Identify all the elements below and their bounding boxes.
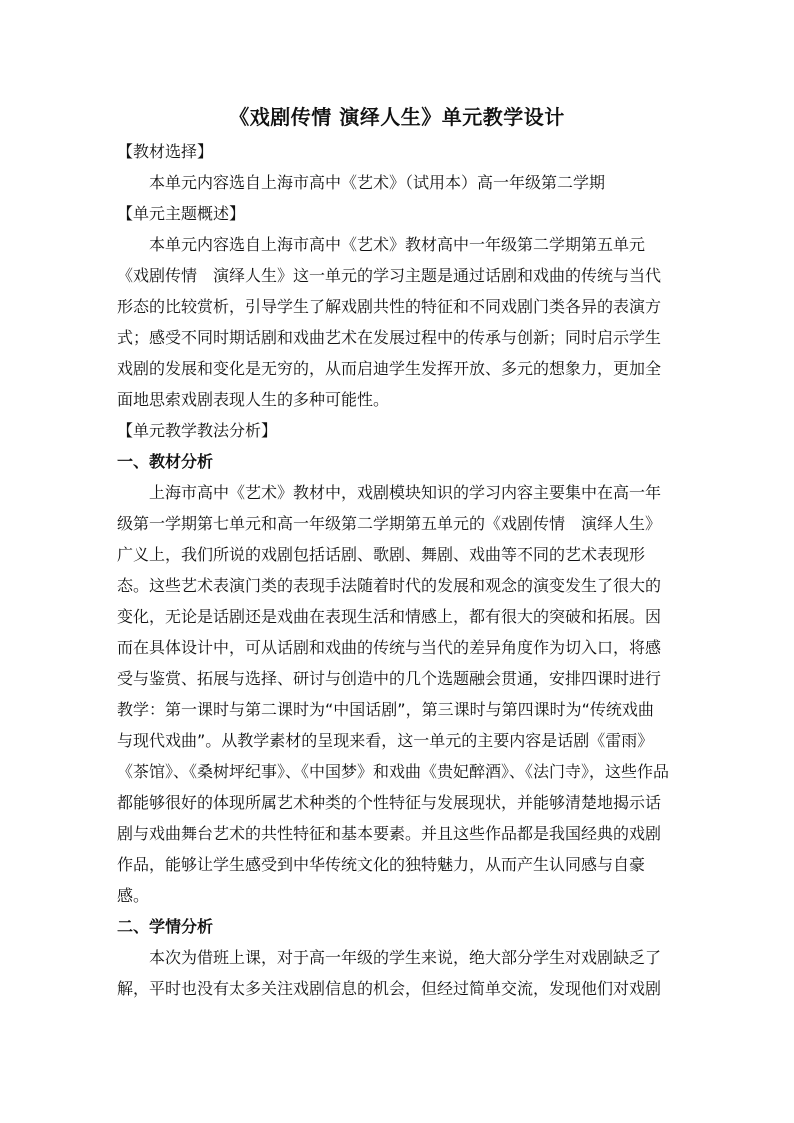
paragraph-line: 都能够很好的体现所属艺术种类的个性特征与发展现状，并能够清楚地揭示话 [117,793,662,812]
paragraph-line: 上海市高中《艺术》教材中，戏剧模块知识的学习内容主要集中在高一年 [149,483,662,502]
subsection-heading-material-analysis: 一、教材分析 [117,452,214,471]
paragraph-line: 式；感受不同时期话剧和戏曲艺术在发展过程中的传承与创新；同时启示学生 [117,328,662,347]
paragraph-line: 而在具体设计中，可从话剧和戏曲的传统与当代的差异角度作为切入口，将感 [117,638,662,657]
paragraph-line: 作品，能够让学生感受到中华传统文化的独特魅力，从而产生认同感与自豪 [117,855,646,874]
paragraph-line: 受与鉴赏、拓展与选择、研讨与创造中的几个选题融会贯通，安排四课时进行 [117,669,662,688]
paragraph-line: 本单元内容选自上海市高中《艺术》教材高中一年级第二学期第五单元 [149,235,646,254]
section-heading-material-selection: 【教材选择】 [117,142,214,161]
document-title: 《戏剧传情 演绎人生》单元教学设计 [229,105,565,129]
section-heading-theme-overview: 【单元主题概述】 [117,204,246,223]
paragraph-line: 级第一学期第七单元和高一年级第二学期第五单元的《戏剧传情 演绎人生》 [117,514,662,533]
paragraph-line: 广义上，我们所说的戏剧包括话剧、歌剧、舞剧、戏曲等不同的艺术表现形 [117,545,646,564]
paragraph-line: 戏剧的发展和变化是无穷的，从而启迪学生发挥开放、多元的想象力，更加全 [117,359,662,378]
paragraph-line: 感。 [117,886,150,905]
paragraph-line: 教学：第一课时与第二课时为“中国话剧”，第三课时与第四课时为“传统戏曲 [117,700,654,719]
paragraph-line: 本次为借班上课，对于高一年级的学生来说，绝大部分学生对戏剧缺乏了 [149,948,662,967]
paragraph-line: 《戏剧传情 演绎人生》这一单元的学习主题是通过话剧和戏曲的传统与当代 [117,266,662,285]
paragraph-line: 变化，无论是话剧还是戏曲在表现生活和情感上，都有很大的突破和拓展。因 [117,607,662,626]
paragraph-line: 《茶馆》、《桑树坪纪事》、《中国梦》和戏曲《贵妃醉酒》、《法门寺》，这些作品 [117,762,670,781]
paragraph-line: 态。这些艺术表演门类的表现手法随着时代的发展和观念的演变发生了很大的 [117,576,662,595]
section-heading-method-analysis: 【单元教学教法分析】 [117,421,278,440]
paragraph-line: 与现代戏曲”。从教学素材的呈现来看，这一单元的主要内容是话剧《雷雨》 [117,731,654,750]
paragraph-line: 剧与戏曲舞台艺术的共性特征和基本要素。并且这些作品都是我国经典的戏剧 [117,824,662,843]
paragraph-line: 形态的比较赏析，引导学生了解戏剧共性的特征和不同戏剧门类各异的表演方 [117,297,662,316]
subsection-heading-student-analysis: 二、学情分析 [117,917,214,936]
paragraph-line: 本单元内容选自上海市高中《艺术》（试用本）高一年级第二学期 [149,173,606,192]
paragraph-line: 解，平时也没有太多关注戏剧信息的机会，但经过简单交流，发现他们对戏剧 [117,979,662,998]
paragraph-line: 面地思索戏剧表现人生的多种可能性。 [117,390,390,409]
document-page [117,100,677,1004]
